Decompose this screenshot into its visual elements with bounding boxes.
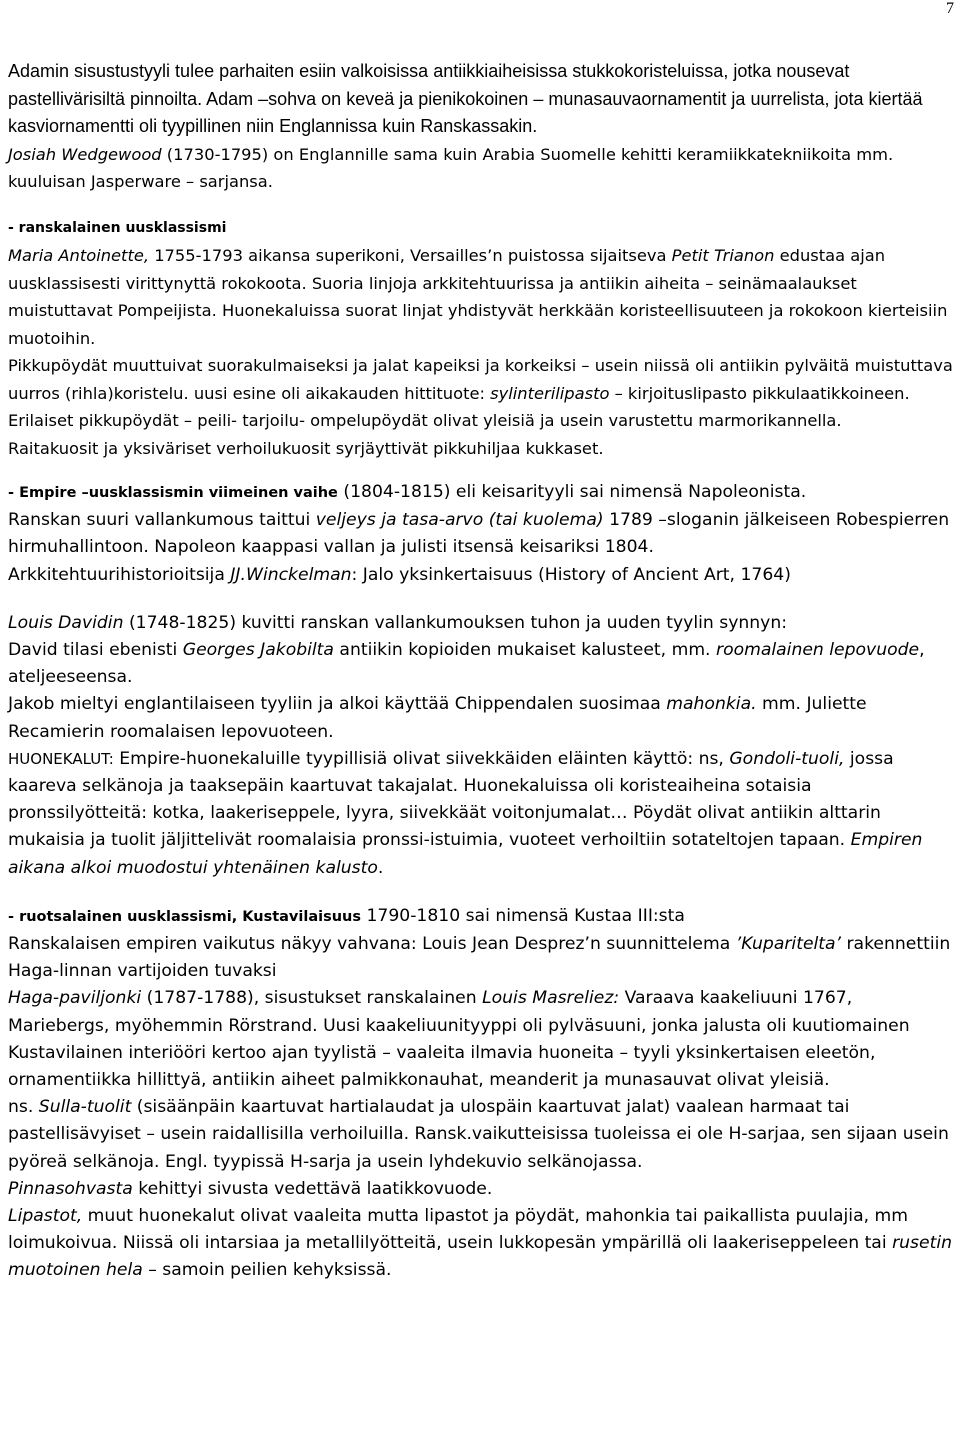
revolution-paragraph: Ranskan suuri vallankumous taittui veljeys ja tasa-arvo (tai kuolema) 1789 –sloganin jälkeiseen Robespierren hirmuhallintoon. Napoleon kaappasi vallan ja julisti itsensä keisariksi 1804. [8, 510, 950, 558]
french-heading: - ranskalainen uusklassismi [8, 219, 227, 236]
raita-paragraph: Raitakuosit ja yksiväriset verhoilukuosit syrjäyttivät pikkuhiljaa kukkaset. [8, 438, 604, 458]
huonekalut-paragraph: HUONEKALUT: Empire-huonekaluille tyypillisiä olivat siivekkäiden eläinten käyttö: ns, Gondoli-tuoli, jossa kaareva selkänoja ja taaksepäin kaartuvat takajalat. Huonekaluissa oli koristeaiheina sotaisia pronssilyötteitä: kotka, laakeriseppele, lyyra, siivekkäät voitonjumalat… Pöydät olivat antiikin alttarin mukaisia ja tuolit jäljittelivät roomalaisia pronssi-istuimia, vuoteet verhoiltiin sotateltojen tapaan. Empiren aikana alkoi muodostui yhtenäinen kalusto. [8, 748, 923, 878]
wedgewood-paragraph: Josiah Wedgewood (1730-1795) on Englannille sama kuin Arabia Suomelle kehitti keramiikkatekniikoita mm. kuuluisan Jasperware – sarjansa. [8, 144, 894, 191]
winckelman-paragraph: Arkkitehtuurihistorioitsija JJ.Winckelman: Jalo yksinkertaisuus (History of Ancient Art, 1764) [8, 564, 791, 585]
jakob-paragraph: Jakob mieltyi englantilaiseen tyyliin ja alkoi käyttää Chippendalen suosimaa mahonkia. mm. Juliette Recamierin roomalaisen lepovuoteen. [8, 694, 867, 742]
interior-paragraph: Kustavilainen interiööri kertoo ajan tyylistä – vaaleita ilmavia huoneita – tyyli yksinkertaisen eleetön, ornamentiikka hillittyä, antiikin aiheet palmikkonauhat, meanderit ja munasauvat olivat yleisiä. [8, 1042, 876, 1091]
desprez-paragraph: Ranskalaisen empiren vaikutus näkyy vahvana: Louis Jean Desprez’n suunnittelema ’Kuparitelta’ rakennettiin Haga-linnan vartijoiden tuvaksi [8, 934, 951, 982]
wedgewood-name: Josiah Wedgewood [8, 144, 162, 164]
tables-paragraph: Pikkupöydät muuttuivat suorakulmaiseksi ja jalat kapeiksi ja korkeiksi – usein niissä oli antiikin pylväitä muistuttava uurros (rihla)koristelu. uusi esine oli aikakauden hittituote: sylinterilipasto – kirjoituslipasto pikkulaatikkoineen. Erilaiset pikkupöydät – peili- tarjoilu- ompelupöydät olivat yleisiä ja usein varustettu marmorikannella. [8, 356, 953, 430]
ebenisti-paragraph: David tilasi ebenisti Georges Jakobilta antiikin kopioiden mukaiset kalusteet, mm. roomalainen lepovuode, ateljeeseensa. [8, 640, 925, 688]
haga-paragraph: Haga-paviljonki (1787-1788), sisustukset ranskalainen Louis Masreliez: Varaava kaakeliuuni 1767, Mariebergs, myöhemmin Rörstrand. Uusi kaakeliuunityyppi oli pylväsuuni, jonka jalusta oli kuutiomainen [8, 988, 910, 1036]
adam-paragraph: Adamin sisustustyyli tulee parhaiten esiin valkoisissa antiikkiaiheisissa stukkokoristeluissa, jotka nousevat pastellivärisiltä pinnoilta. Adam –sohva on keveä ja pienikokoinen – munasauvaornamentit ja uurrelista, jota kiertää kasviornamentti oli tyypillinen niin Englannissa kuin Ranskassakin. [8, 61, 923, 136]
empire-heading: - Empire –uusklassismin viimeinen vaihe (1804-1815) eli keisarityyli sai nimensä Napoleonista. [8, 482, 807, 502]
sulla-paragraph: ns. Sulla-tuolit (sisäänpäin kaartuvat hartialaudat ja ulospäin kaartuvat jalat) vaalean harmaat tai pastellisävyiset – usein raidallisilla verhoiluilla. Ransk.vaikutteisissa tuoleissa ei ole H-sarjaa, sen sijaan usein pyöreä selkänoja. Engl. tyypissä H-sarja ja usein lyhdekuvio selkänojassa. [8, 1097, 949, 1172]
page-number: 7 [946, 0, 954, 17]
swedish-heading: - ruotsalainen uusklassismi, Kustavilaisuus 1790-1810 sai nimensä Kustaa III:sta [8, 905, 685, 926]
document-body [8, 58, 954, 1285]
lipastot-paragraph: Lipastot, muut huonekalut olivat vaaleita mutta lipastot ja pöydät, mahonkia tai paikallista puulajia, mm loimukoivua. Niissä oli intarsiaa ja metallilyötteitä, usein lukkopesän ympärillä oli laakeriseppeleen tai rusetin muotoinen hela – samoin peilien kehyksissä. [8, 1206, 952, 1281]
marie-paragraph: Maria Antoinette, 1755-1793 aikansa superikoni, Versailles’n puistossa sijaitseva Petit Trianon edustaa ajan uusklassisesti virittynyttä rokokoota. Suoria linjoja arkkitehtuurissa ja antiikin aiheita – seinämaalaukset muistuttavat Pompeijista. Huonekaluissa suorat linjat yhdistyvät herkkään koristeellisuuteen ja rokokoon kierteisiin muotoihin. [8, 246, 948, 348]
pinnaso-paragraph: Pinnasohvasta kehittyi sivusta vedettävä laatikkovuode. [8, 1178, 493, 1199]
david-paragraph: Louis Davidin (1748-1825) kuvitti ranskan vallankumouksen tuhon ja uuden tyylin synnyn: [8, 612, 788, 633]
